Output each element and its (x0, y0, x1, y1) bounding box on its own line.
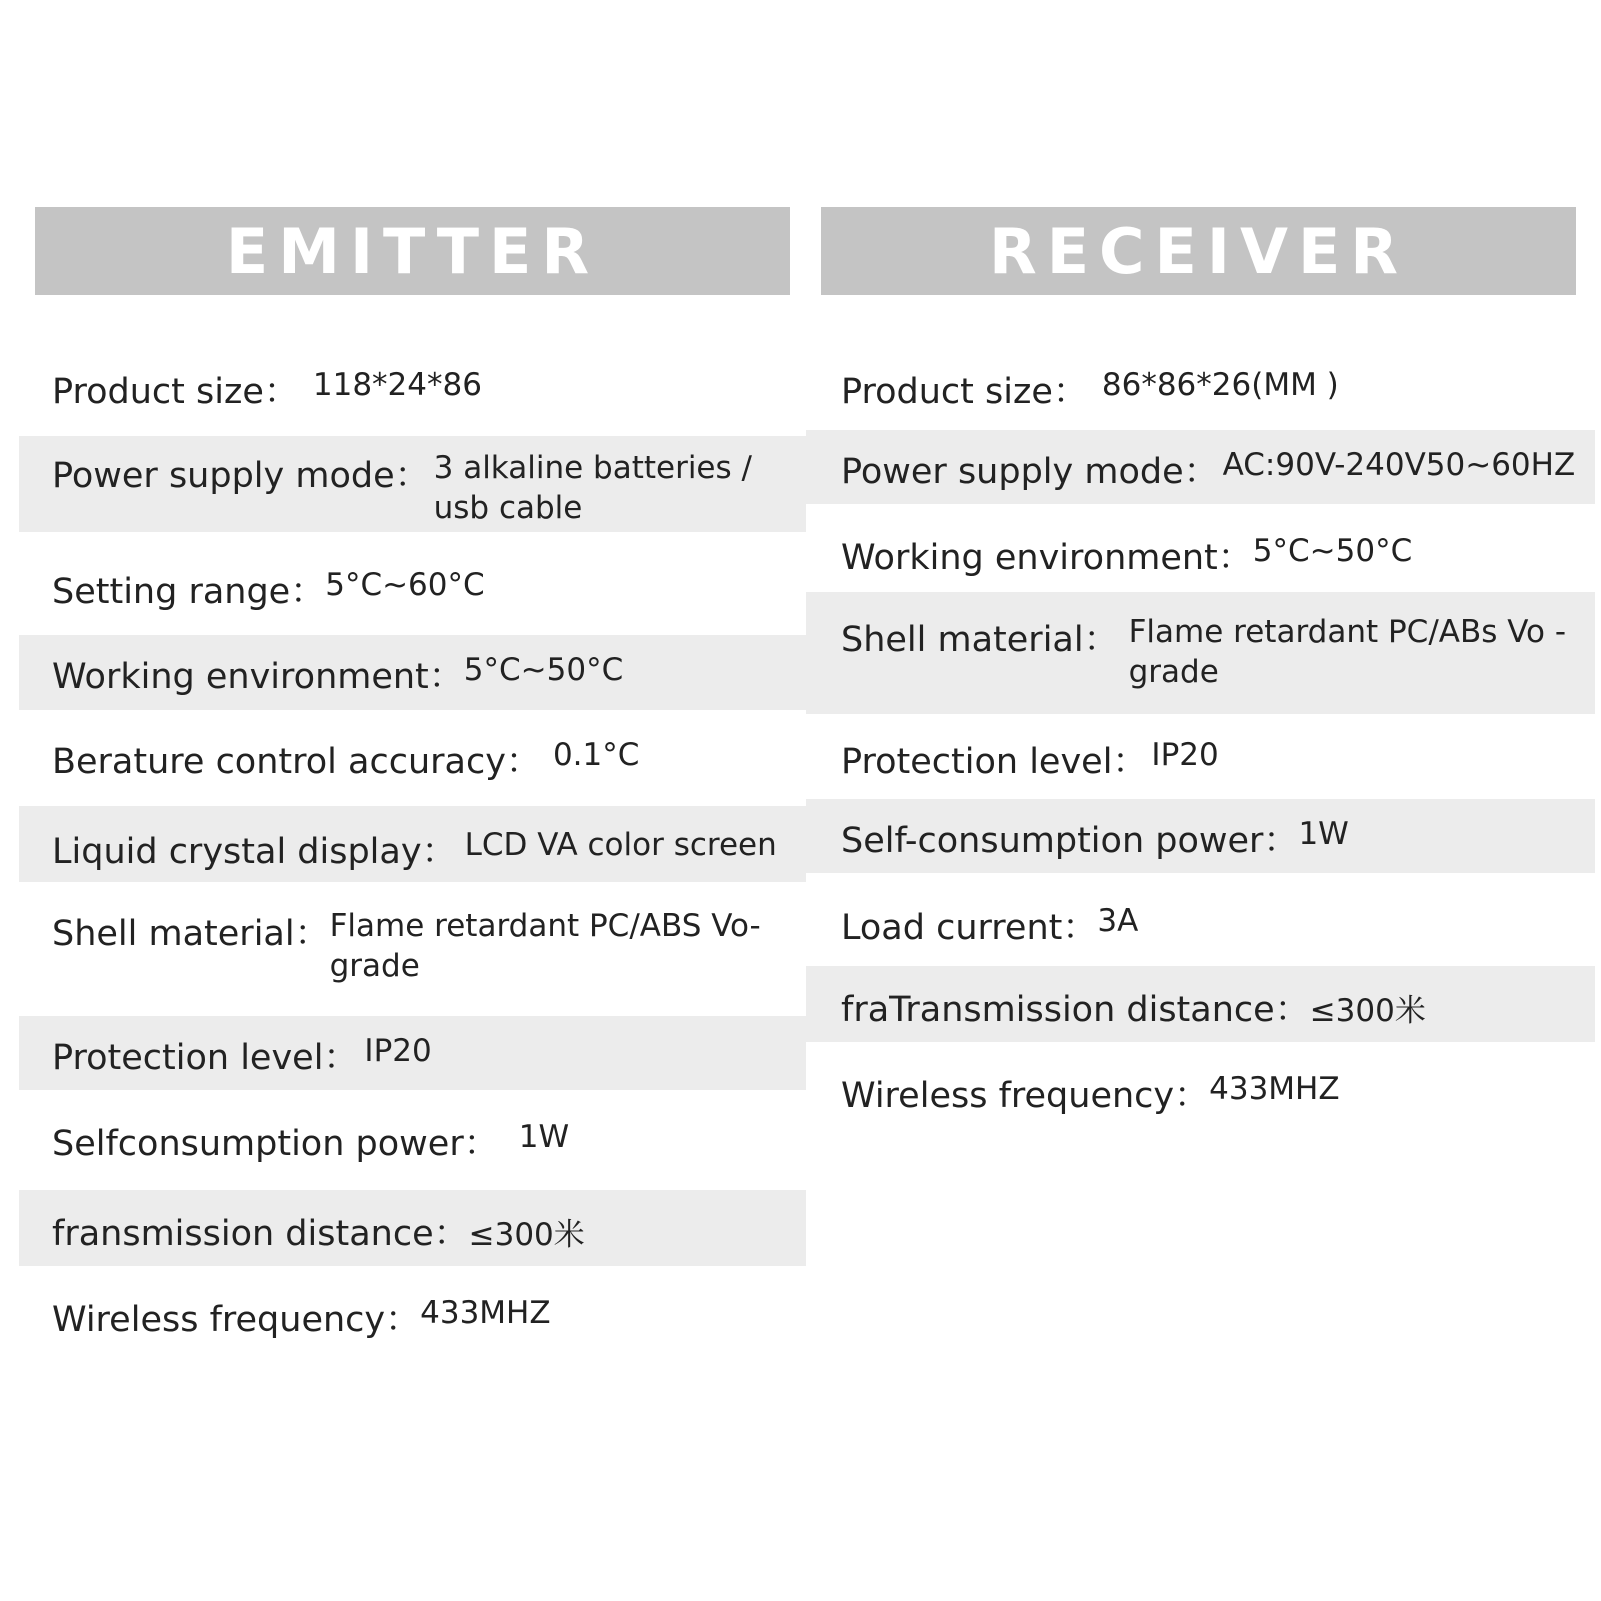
receiver-row-shell-material: Shell material： Flame retardant PC/ABs Vo -grade (806, 592, 1595, 714)
receiver-row-load-current: Load current： 3A (841, 903, 1139, 948)
emitter-row-control-accuracy: Berature control accuracy： 0.1°C (52, 737, 640, 782)
emitter-row-protection-level: Protection level： IP20 (19, 1016, 806, 1090)
emitter-row-power-supply: Power supply mode： 3 alkaline batteries / usb cable (19, 436, 806, 532)
emitter-row-product-size: Product size： 118*24*86 (52, 367, 482, 412)
receiver-row-power-supply: Power supply mode： AC:90V-240V50~60HZ (806, 430, 1595, 504)
emitter-row-lcd: Liquid crystal display： LCD VA color screen (19, 806, 806, 882)
receiver-row-protection-level: Protection level： IP20 (841, 737, 1219, 782)
receiver-row-wireless-frequency: Wireless frequency： 433MHZ (841, 1071, 1340, 1116)
emitter-row-shell-material: Shell material： Flame retardant PC/ABS Vo-grade (52, 908, 761, 984)
emitter-row-setting-range: Setting range： 5°C~60°C (52, 567, 485, 612)
emitter-title: EMITTER (225, 214, 600, 288)
receiver-title: RECEIVER (988, 214, 1409, 288)
receiver-row-product-size: Product size： 86*86*26(MM ) (841, 367, 1339, 412)
receiver-row-transmission-distance: fraTransmission distance： ≤300米 (806, 966, 1595, 1042)
emitter-header (35, 207, 790, 295)
receiver-row-self-consumption: Self-consumption power： 1W (806, 799, 1595, 873)
emitter-row-transmission-distance: fransmission distance： ≤300米 (19, 1190, 806, 1266)
emitter-row-self-consumption: Selfconsumption power： 1W (52, 1119, 570, 1164)
emitter-row-working-environment: Working environment： 5°C~50°C (19, 635, 806, 710)
emitter-row-wireless-frequency: Wireless frequency： 433MHZ (52, 1295, 551, 1340)
receiver-row-working-environment: Working environment： 5°C~50°C (841, 533, 1413, 578)
receiver-header (821, 207, 1576, 295)
